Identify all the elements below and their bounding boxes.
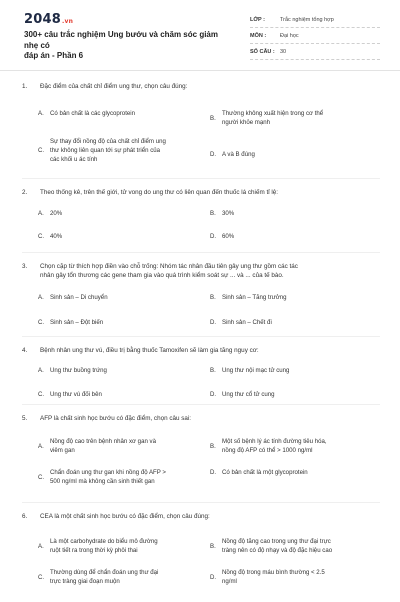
question-number: 4. bbox=[22, 347, 28, 354]
question-item bbox=[22, 414, 380, 504]
option-letter: A. bbox=[38, 367, 44, 374]
option-text bbox=[50, 468, 166, 486]
answer-option[interactable] bbox=[210, 366, 375, 375]
question-text bbox=[40, 414, 380, 423]
option-line: Thường không xuất hiện trong cơ thể bbox=[222, 110, 324, 117]
answer-option[interactable] bbox=[38, 137, 203, 164]
question-number: 5. bbox=[22, 415, 28, 422]
option-text bbox=[222, 209, 234, 218]
question-item bbox=[22, 512, 380, 602]
option-letter: B. bbox=[210, 114, 216, 122]
meta-key: SỐ CÂU : bbox=[250, 48, 275, 55]
page-header bbox=[0, 0, 400, 70]
option-text bbox=[50, 537, 158, 555]
question-number: 2. bbox=[22, 189, 28, 196]
meta-key: MÔN : bbox=[250, 32, 267, 39]
option-line: thư không liên quan tới sự phát triển của bbox=[50, 147, 161, 154]
option-line: người khỏe mạnh bbox=[222, 119, 271, 126]
question-number: 6. bbox=[22, 513, 28, 520]
option-line: 40% bbox=[50, 233, 63, 240]
option-text bbox=[222, 293, 287, 302]
option-text bbox=[222, 109, 323, 127]
option-text bbox=[50, 366, 107, 375]
meta-value: Đại học bbox=[280, 32, 299, 39]
option-text bbox=[50, 390, 102, 399]
option-letter: C. bbox=[38, 319, 45, 326]
option-letter: C. bbox=[38, 233, 45, 240]
option-letter: A. bbox=[38, 110, 44, 117]
option-text bbox=[50, 318, 103, 327]
option-line: A và B đúng bbox=[222, 151, 255, 158]
option-line: Ung thư nội mạc tử cung bbox=[222, 367, 290, 374]
answer-option[interactable] bbox=[210, 318, 375, 327]
option-letter: B. bbox=[210, 442, 216, 450]
answer-option[interactable] bbox=[38, 318, 203, 327]
option-line: Ung thư cổ tử cung bbox=[222, 391, 275, 398]
option-letter: C. bbox=[38, 473, 45, 481]
answer-option[interactable] bbox=[38, 468, 203, 486]
answer-option[interactable] bbox=[210, 390, 375, 399]
question-text bbox=[40, 262, 380, 280]
option-line: 500 ng/ml mà không cần sinh thiết gan bbox=[50, 478, 155, 485]
meta-row-class bbox=[250, 12, 380, 28]
option-letter: B. bbox=[210, 367, 216, 374]
option-line: Nồng độ tăng cao trong ung thư đại trực bbox=[222, 538, 331, 545]
logo-domain: .vn bbox=[61, 18, 74, 25]
option-line: Là một carbohydrate do biểu mô đường bbox=[50, 538, 158, 545]
option-text bbox=[222, 318, 272, 327]
option-line: Thường dùng để chẩn đoán ung thư đại bbox=[50, 569, 159, 576]
answer-option[interactable] bbox=[210, 568, 375, 586]
option-line: Sinh sản – Đột biến bbox=[50, 319, 104, 326]
option-letter: B. bbox=[210, 294, 216, 301]
option-text bbox=[222, 150, 255, 159]
option-letter: A. bbox=[38, 210, 44, 217]
question-text bbox=[40, 82, 380, 91]
option-line: Có bản chất là các glycoprotein bbox=[50, 110, 136, 117]
header-divider bbox=[0, 70, 400, 71]
option-line: Một số bệnh lý ác tính đường tiêu hóa, bbox=[222, 438, 327, 445]
question-divider bbox=[22, 502, 380, 503]
option-letter: C. bbox=[38, 391, 45, 398]
option-line: Sinh sản – Di chuyển bbox=[50, 294, 108, 301]
answer-option[interactable] bbox=[210, 537, 375, 555]
option-line: Sự thay đổi nồng độ của chất chỉ điểm ung bbox=[50, 138, 166, 145]
question-text bbox=[40, 188, 380, 197]
option-letter: D. bbox=[210, 391, 217, 398]
answer-option[interactable] bbox=[210, 468, 375, 477]
option-letter: C. bbox=[38, 573, 45, 581]
meta-table bbox=[250, 12, 380, 60]
option-line: Sinh sản – Chết đi bbox=[222, 319, 272, 326]
option-line: ruột tiết ra trong thời kỳ phôi thai bbox=[50, 547, 138, 554]
option-text bbox=[50, 209, 62, 218]
logo-text: 2048 bbox=[24, 12, 61, 27]
option-line: ng/ml bbox=[222, 578, 237, 585]
option-text bbox=[50, 437, 156, 455]
option-text bbox=[50, 232, 62, 241]
answer-option[interactable] bbox=[38, 437, 203, 455]
option-letter: D. bbox=[210, 233, 217, 240]
question-line: nhân gây tổn thương các gene tham gia vào quá trình kiểm soát sự ... và ... của tế bào. bbox=[40, 272, 284, 279]
option-letter: D. bbox=[210, 469, 217, 476]
answer-option[interactable] bbox=[38, 537, 203, 555]
option-line: tràng nên có độ nhạy và độ đặc hiệu cao bbox=[222, 547, 333, 554]
option-line: 30% bbox=[222, 210, 235, 217]
option-line: Nồng độ cao trên bệnh nhân xơ gan và bbox=[50, 438, 156, 445]
question-line: CEA là một chất sinh học bướu có đặc điểm, chọn câu đúng: bbox=[40, 513, 210, 520]
option-line: Ung thư vú đối bên bbox=[50, 391, 102, 398]
answer-option[interactable] bbox=[210, 232, 375, 241]
question-number: 1. bbox=[22, 83, 28, 90]
option-line: nồng độ AFP có thể > 1000 ng/ml bbox=[222, 447, 313, 454]
option-line: 20% bbox=[50, 210, 63, 217]
question-item bbox=[22, 262, 380, 352]
answer-option[interactable] bbox=[210, 150, 375, 159]
site-logo[interactable] bbox=[24, 12, 73, 27]
meta-key: LỚP : bbox=[250, 16, 265, 23]
page-title bbox=[24, 30, 234, 62]
answer-option[interactable] bbox=[210, 293, 375, 302]
option-line: Chẩn đoán ung thư gan khi nồng độ AFP > bbox=[50, 469, 166, 476]
question-text bbox=[40, 346, 380, 355]
option-text bbox=[222, 537, 332, 555]
option-line: Ung thư buồng trứng bbox=[50, 367, 107, 374]
option-letter: A. bbox=[38, 442, 44, 450]
answer-option[interactable] bbox=[38, 209, 203, 218]
option-line: Sinh sản – Tăng trưởng bbox=[222, 294, 287, 301]
option-letter: C. bbox=[38, 147, 45, 154]
question-divider bbox=[22, 336, 380, 337]
question-line: Bệnh nhân ung thư vú, điều trị bằng thuốc Tamoxifen sẽ làm gia tăng nguy cơ: bbox=[40, 347, 259, 354]
option-letter: D. bbox=[210, 319, 217, 326]
option-line: 60% bbox=[222, 233, 235, 240]
question-divider bbox=[22, 252, 380, 253]
question-line: Chọn cặp từ thích hợp điền vào chỗ trống: Nhóm tác nhân đầu tiên gây ung thư gồm các tác bbox=[40, 263, 298, 270]
option-text bbox=[50, 137, 166, 164]
option-line: các khối u ác tính bbox=[50, 156, 98, 163]
answer-option[interactable] bbox=[38, 568, 203, 586]
answer-option[interactable] bbox=[38, 390, 203, 399]
question-text bbox=[40, 512, 380, 521]
answer-option[interactable] bbox=[210, 209, 375, 218]
meta-row-count bbox=[250, 44, 380, 60]
option-letter: A. bbox=[38, 294, 44, 301]
question-number: 3. bbox=[22, 263, 28, 270]
option-text bbox=[222, 468, 308, 477]
answer-option[interactable] bbox=[210, 109, 375, 127]
question-divider bbox=[22, 178, 380, 179]
option-text bbox=[222, 568, 325, 586]
option-letter: B. bbox=[210, 210, 216, 217]
option-line: Có bản chất là một glycoprotein bbox=[222, 469, 308, 476]
question-line: Đặc điểm của chất chỉ điểm ung thư, chọn câu đúng: bbox=[40, 83, 188, 90]
option-text bbox=[50, 293, 108, 302]
answer-option[interactable] bbox=[38, 232, 203, 241]
option-letter: D. bbox=[210, 573, 217, 581]
option-line: trực tràng giai đoạn muộn bbox=[50, 578, 120, 585]
option-text bbox=[50, 568, 158, 586]
answer-option[interactable] bbox=[210, 437, 375, 455]
option-letter: A. bbox=[38, 542, 44, 550]
meta-value: 30 bbox=[280, 48, 287, 55]
option-letter: B. bbox=[210, 542, 216, 550]
meta-value: Trắc nghiệm tổng hợp bbox=[280, 16, 334, 23]
answer-option[interactable] bbox=[38, 366, 203, 375]
option-letter: D. bbox=[210, 151, 217, 158]
question-item bbox=[22, 82, 380, 172]
answer-option[interactable] bbox=[38, 293, 203, 302]
meta-row-subject bbox=[250, 28, 380, 44]
question-line: AFP là chất sinh học bướu có đặc điểm, chọn câu sai: bbox=[40, 415, 192, 422]
title-line: 300+ câu trắc nghiệm Ung bướu và chăm sóc giảm nhẹ có bbox=[24, 30, 218, 50]
option-text bbox=[222, 437, 327, 455]
option-text bbox=[222, 390, 275, 399]
option-line: viêm gan bbox=[50, 447, 75, 454]
answer-option[interactable] bbox=[38, 109, 203, 118]
question-line: Theo thống kê, trên thế giới, tử vong do ung thư có liên quan đến thuốc lá chiếm tỉ lệ: bbox=[40, 189, 278, 196]
option-text bbox=[222, 232, 234, 241]
option-text bbox=[222, 366, 289, 375]
question-divider bbox=[22, 404, 380, 405]
option-text bbox=[50, 109, 135, 118]
option-line: Nồng độ trong máu bình thường < 2.5 bbox=[222, 569, 325, 576]
title-line: đáp án - Phần 6 bbox=[24, 51, 84, 60]
